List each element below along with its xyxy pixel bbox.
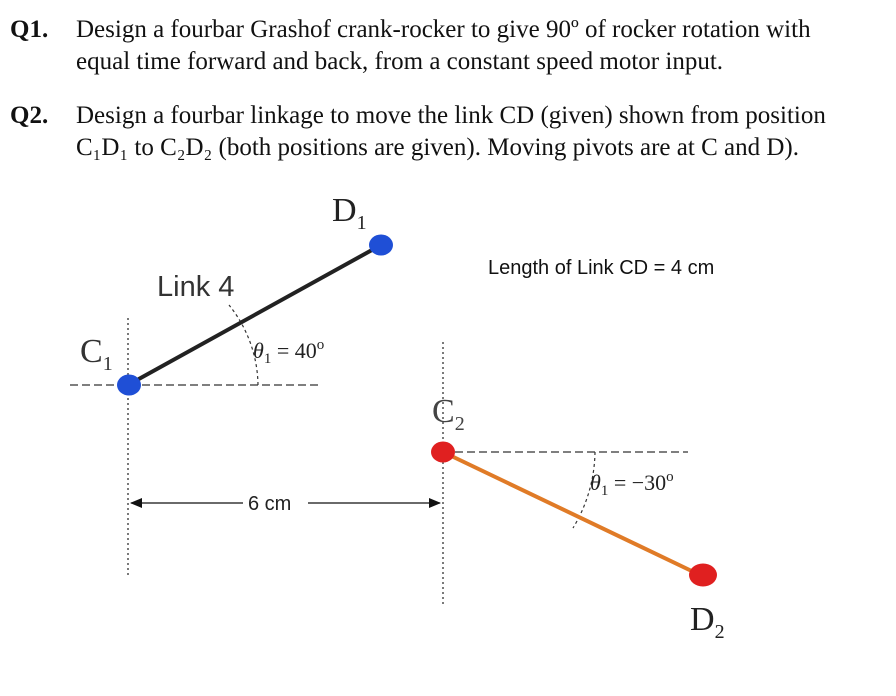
distance-label: 6 cm	[248, 493, 292, 515]
label-c2: $C_2$	[432, 393, 465, 435]
question-2-number: Q2.	[10, 102, 49, 129]
pivot-c1	[117, 375, 141, 396]
label-d1: $D_1$	[332, 192, 367, 234]
angle-label-2: $\theta_1 = -30^o$	[590, 469, 674, 499]
question-1-text: Design a fourbar Grashof crank-rocker to give 90º of rocker rotation with equal time forward and back, from a constant speed motor input.	[76, 16, 811, 75]
question-2-text: Design a fourbar linkage to move the link CD (given) shown from position C₁D₁ to C₂D₂ (both positions are given). Moving pivots are at C and D).	[76, 102, 826, 161]
label-c1: $C_1$	[80, 333, 113, 375]
pivot-c2	[431, 442, 455, 463]
question-1-number: Q1.	[10, 16, 49, 43]
link-c1-d1	[128, 245, 381, 385]
label-d2: $D_2$	[690, 601, 725, 643]
pivot-d1	[369, 235, 393, 256]
link-4-label: Link 4	[157, 271, 235, 303]
length-note: Length of Link CD = 4 cm	[488, 257, 715, 279]
angle-label-1: $\theta_1 = 40^o$	[253, 337, 325, 367]
pivot-d2	[689, 564, 717, 587]
